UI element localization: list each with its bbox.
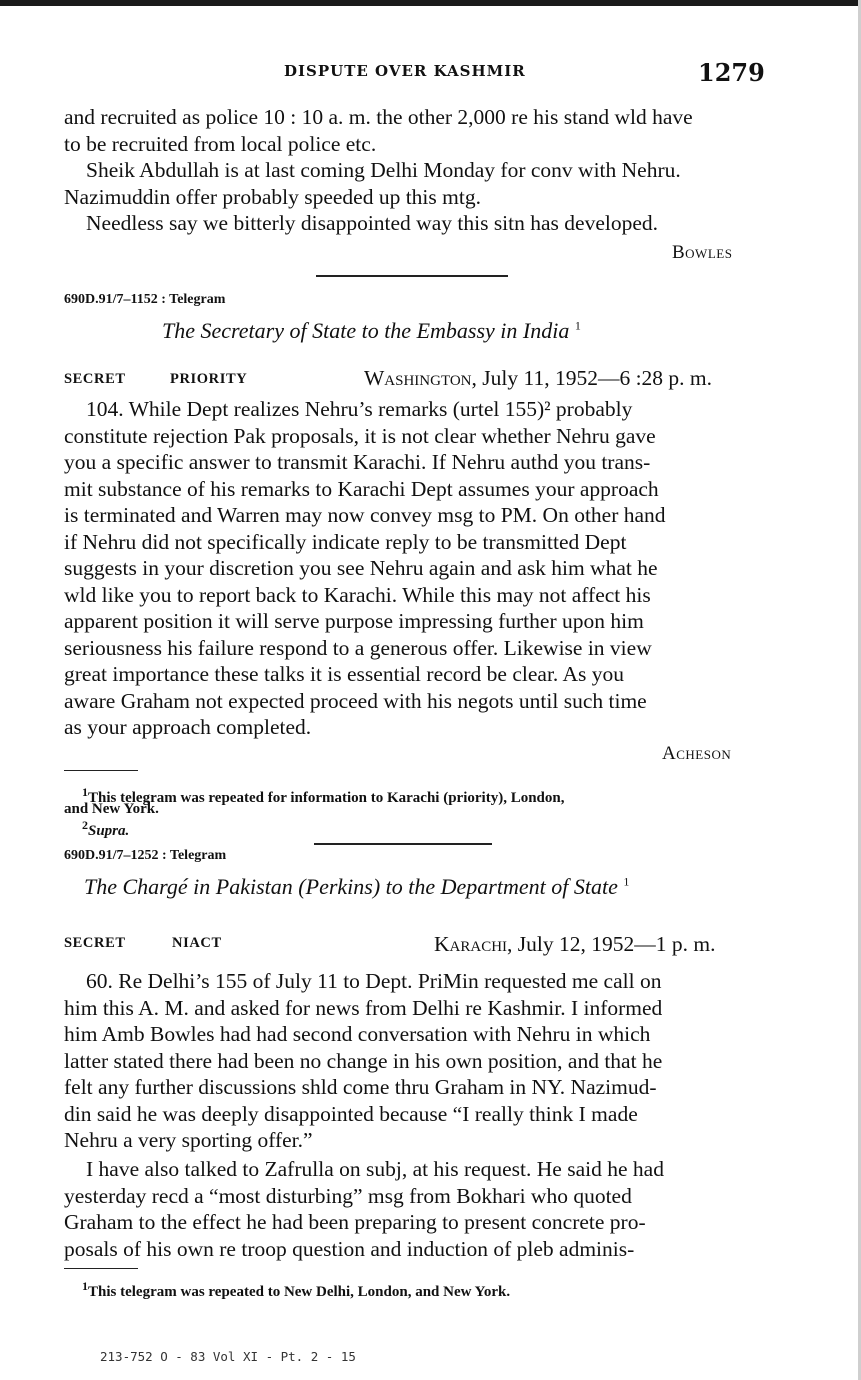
text-line: as your approach completed. [64,715,312,739]
text-line: Nazimuddin offer probably speeded up this mtg. [64,184,481,209]
dateline-place: Karachi [434,932,508,956]
document-title: The Secretary of State to the Embassy in India $^1$ [162,318,581,343]
text-line: aware Graham not expected proceed with his negots until such time [64,688,647,713]
text-line: Sheik Abdullah is at last coming Delhi Monday for conv with Nehru. [86,158,681,182]
signature-bowles: Bowles [672,242,733,263]
page-number: 1279 [698,58,765,87]
text-line: yesterday recd a “most disturbing” msg from Bokhari who quoted [64,1183,632,1208]
text-line: I have also talked to Zafrulla on subj, at his request. He said he had [86,1157,664,1181]
printer-imprint: 213-752 O - 83 Vol XI - Pt. 2 - 15 [100,1349,356,1364]
text-line: if Nehru did not specifically indicate reply to be transmitted Dept [64,529,627,554]
text-line: Graham to the effect he had been preparing to present concrete pro- [64,1210,646,1234]
text-line: is terminated and Warren may now convey msg to PM. On other hand [64,503,666,527]
text-line: him Amb Bowles had had second conversation with Nehru in which [64,1022,651,1046]
footnote-1: $^1$This telegram was repeated for information to Karachi (priority), London, [82,785,565,806]
text-line: posals of his own re troop question and induction of pleb adminis- [64,1236,635,1261]
document-id: 690D.91/7–1152 : Telegram [64,292,226,307]
text-line: to be recruited from local police etc. [64,131,377,156]
scan-top-border [0,0,861,6]
text-line: and recruited as police 10 : 10 a. m. the other 2,000 re his stand wld have [64,105,693,129]
footnote-2: $^2$Supra. [82,818,130,839]
document-title: The Chargé in Pakistan (Perkins) to the Department of State $^1$ [84,874,630,899]
footnote-ref: 1 [623,874,630,889]
footnote-1-cont: and New York. [64,801,159,817]
text-line: seriousness his failure respond to a generous offer. Likewise in view [64,635,652,660]
text-line: 60. Re Delhi’s 155 of July 11 to Dept. PriMin requested me call on [86,969,662,993]
text-line: constitute rejection Pak proposals, it is not clear whether Nehru gave [64,423,656,448]
dateline-place: Washington [364,366,472,390]
telegram-body [64,968,748,1154]
footnote-rule [64,1268,138,1269]
footnote-1: $^1$This telegram was repeated to New Delhi, London, and New York. [82,1279,511,1300]
text-line: felt any further discussions shld come thru Graham in NY. Nazimud- [64,1075,657,1099]
signature-acheson: Acheson [662,743,732,764]
dateline-date: , July 11, 1952—6 :28 p. m. [471,366,713,390]
text-line: suggests in your discretion you see Nehru again and ask him what he [64,556,658,580]
dateline [434,932,715,957]
text-line: din said he was deeply disappointed because “I really think I made [64,1101,638,1126]
continuation-text [64,104,748,237]
text-line: mit substance of his remarks to Karachi Dept assumes your approach [64,476,659,501]
precedence: PRIORITY [170,371,248,387]
dateline [364,366,712,391]
classification: SECRET [64,935,126,951]
text-line: Nehru a very sporting offer.” [64,1128,313,1152]
precedence: NIACT [172,935,222,951]
telegram-body [64,1156,748,1262]
text-line: wld like you to report back to Karachi. While this may not affect his [64,582,651,607]
text-line: him this A. M. and asked for news from Delhi re Kashmir. I informed [64,995,663,1020]
telegram-body [64,396,748,741]
dateline-date: , July 12, 1952—1 p. m. [507,932,716,956]
text-line: latter stated there had been no change in his own position, and that he [64,1048,663,1073]
document-id: 690D.91/7–1252 : Telegram [64,848,227,863]
text-line: 104. While Dept realizes Nehru’s remarks (urtel 155)² probably [86,397,633,421]
section-divider [316,275,508,277]
text-line: Needless say we bitterly disappointed way this sitn has developed. [86,211,659,235]
footnote-ref: 1 [574,318,581,333]
section-divider [314,843,492,845]
text-line: apparent position it will serve purpose impressing further upon him [64,609,644,633]
running-head: DISPUTE OVER KASHMIR [284,62,526,80]
text-line: you a specific answer to transmit Karachi. If Nehru authd you trans- [64,450,651,474]
classification: SECRET [64,371,126,387]
text-line: great importance these talks it is essential record be clear. As you [64,662,625,686]
footnote-rule [64,770,138,771]
